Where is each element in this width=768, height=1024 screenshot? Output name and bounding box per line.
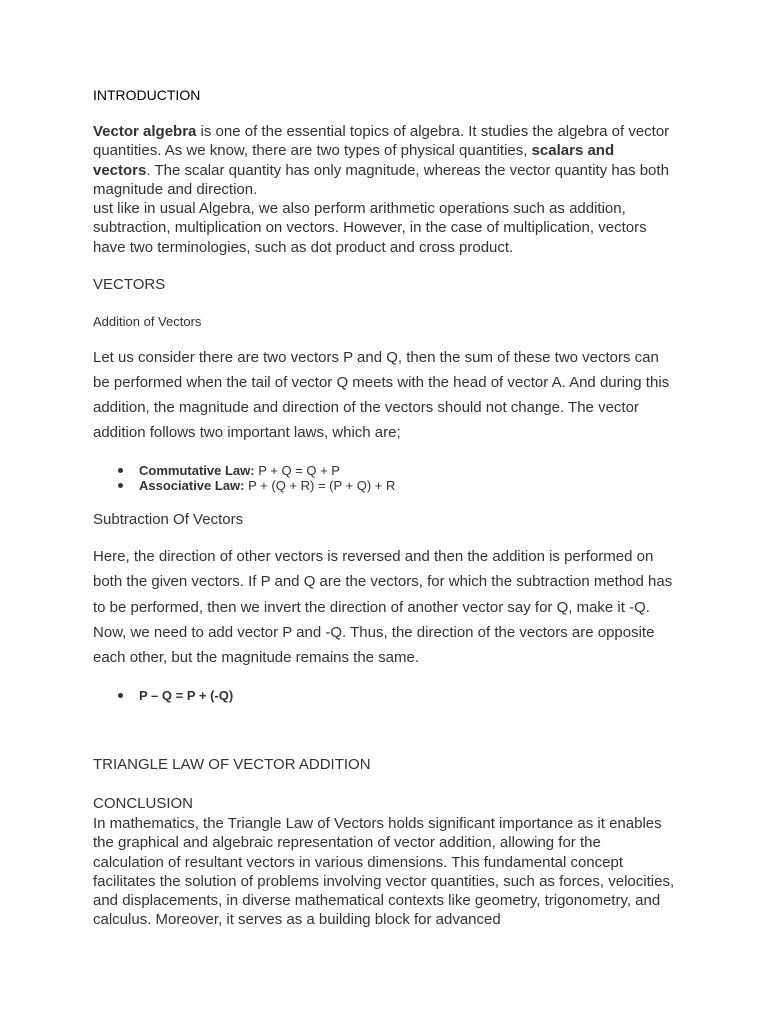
- addition-heading: Addition of Vectors: [93, 314, 202, 329]
- bullet-icon: [118, 483, 123, 488]
- list-item: [115, 478, 675, 493]
- addition-paragraph: Let us consider there are two vectors P and Q, then the sum of these two vectors can be performed when the tail of vector Q meets with the head of vector A. And during this addition, the magnitude and direction of the vectors should not change. The vector addition follows two important laws, which are;: [93, 349, 670, 441]
- intro-text-a: is one of the essential topics of algebra. It studies the algebra of vector quantities. As we know, there are two types of physical quantities,: [93, 123, 670, 160]
- list-item: [115, 463, 675, 478]
- intro-paragraph: [93, 122, 675, 257]
- list-item: [115, 688, 675, 703]
- conclusion-heading: CONCLUSION: [93, 795, 194, 812]
- intro-heading: INTRODUCTION: [93, 87, 201, 103]
- bullet-icon: [118, 468, 123, 473]
- subtraction-paragraph: Here, the direction of other vectors is reversed and then the addition is performed on both the given vectors. If P and Q are the vectors, for which the subtraction method has to be performed, then we invert the direction of another vector say for Q, make it -Q. Now, we need to add vector P and -Q. Thus, the direction of the vectors are opposite each other, but the magnitude remains the same.: [93, 548, 673, 667]
- intro-bold-scalars-vectors: scalars and vectors: [93, 142, 615, 179]
- laws-list: [115, 463, 675, 493]
- intro-paragraph-2: ust like in usual Algebra, we also perform arithmetic operations such as addition, subtraction, multiplication on vectors. However, in the case of multiplication, vectors have two terminologies, such as dot product and cross product.: [93, 200, 647, 256]
- law-label: Commutative Law:: [139, 463, 255, 478]
- intro-text-b: . The scalar quantity has only magnitude, whereas the vector quantity has both magnitude and direction.: [93, 161, 669, 198]
- law-formula: P + Q = Q + P: [254, 463, 340, 478]
- subtraction-formula: P – Q = P + (-Q): [139, 688, 234, 703]
- law-label: Associative Law:: [139, 478, 245, 493]
- intro-bold-term: Vector algebra: [93, 123, 197, 140]
- law-formula: P + (Q + R) = (P + Q) + R: [244, 478, 396, 493]
- conclusion-paragraph: In mathematics, the Triangle Law of Vectors holds significant importance as it enables the graphical and algebraic representation of vector addition, allowing for the calculation of resultant vectors in various dimensions. This fundamental concept facilitates the solution of problems involving vector quantities, such as forces, velocities, and displacements, in diverse mathematical contexts like geometry, trigonometry, and calculus. Moreover, it serves as a building block for advanced: [93, 815, 675, 929]
- subtraction-heading: Subtraction Of Vectors: [93, 511, 244, 528]
- triangle-law-heading: TRIANGLE LAW OF VECTOR ADDITION: [93, 756, 371, 773]
- bullet-icon: [118, 693, 123, 698]
- vectors-heading: VECTORS: [93, 276, 166, 293]
- subtraction-list: [115, 688, 675, 703]
